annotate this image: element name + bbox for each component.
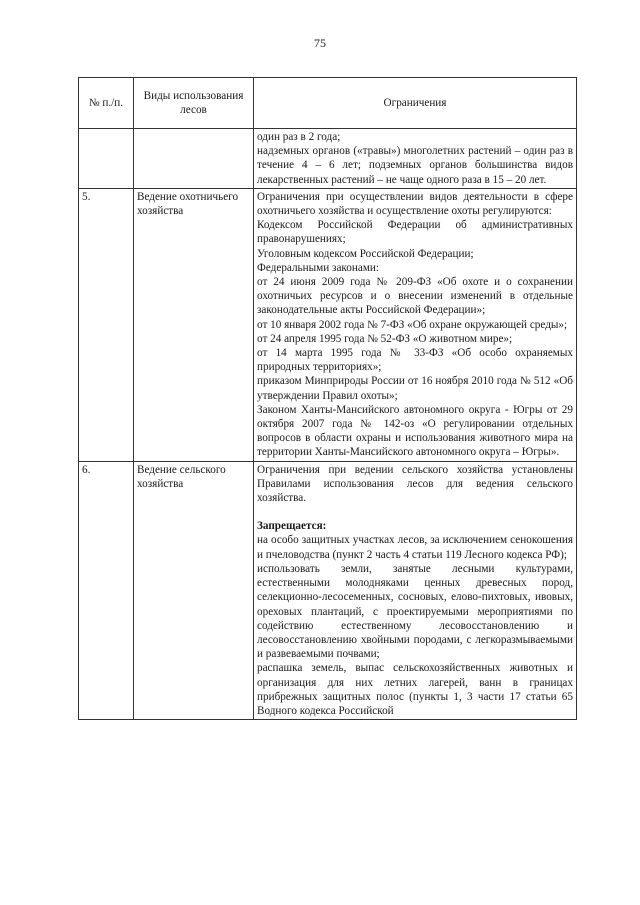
header-number: № п./п. — [79, 78, 134, 129]
restriction-text: от 14 марта 1995 года № 33-ФЗ «Об особо охраняемых природных территориях»; — [257, 347, 573, 374]
restriction-text: Законом Ханты-Мансийского автономного округа - Югры от 29 октября 2007 года № 142-оз «О регулировании отдельных вопросов в области охраны и использования животного мира на территории Ханты-Мансийского автономного округа – Югры». — [257, 403, 573, 459]
restriction-text: Ограничения при осуществлении видов деятельности в сфере охотничьего хозяйства и осуществление охоты регулируются: — [257, 190, 573, 218]
row-use-type — [134, 129, 254, 189]
row-number: 5. — [79, 188, 134, 461]
restriction-text: распашка земель, выпас сельскохозяйственных животных и организация для них летних лагерей, ванн в границах прибрежных защитных полос (пункты 1, 3 части 17 статьи 65 Водного кодекса Российской — [257, 662, 573, 717]
restriction-text: на особо защитных участках лесов, за исключением сенокошения и пчеловодства (пункт 2 часть 4 статьи 119 Лесного кодекса РФ); — [257, 534, 573, 561]
prohibited-heading: Запрещается: — [257, 520, 327, 533]
row-number: 6. — [79, 461, 134, 719]
row-use-type: Ведение сельского хозяйства — [134, 461, 254, 719]
restriction-text: от 24 июня 2009 года № 209-ФЗ «Об охоте и о сохранении охотничьих ресурсов и о внесении изменений в отдельные законодательные акты Российской Федерации»; — [257, 276, 573, 317]
table-row — [79, 129, 577, 189]
restriction-text: приказом Минприроды России от 16 ноября 2010 года № 512 «Об утверждении Правил охоты»; — [257, 375, 573, 402]
table-header-row — [79, 78, 577, 129]
table-row — [79, 188, 577, 461]
row-number — [79, 129, 134, 189]
restriction-text: от 24 апреля 1995 года № 52-ФЗ «О животном мире»; — [257, 332, 513, 345]
restriction-text: использовать земли, занятые лесными культурами, естественными молодняками ценных древесных пород, селекционно-лесосеменных, сосновых, елово-пихтовых, ивовых, ореховых плантаций, с проектируемыми мероприятиями по содействию естественному лесовосстановлению и лесовосстановлению хвойными породами, с легкоразмываемыми и развеваемыми почвами; — [257, 562, 573, 661]
header-use-type: Виды использования лесов — [134, 78, 254, 129]
restriction-intro: Ограничения при ведении сельского хозяйства установлены Правилами использования лесов для ведения сельского хозяйства. — [257, 463, 573, 505]
page-number: 75 — [314, 36, 326, 50]
header-restrictions: Ограничения — [254, 78, 577, 129]
row-restrictions — [254, 188, 577, 461]
row-restrictions — [254, 461, 577, 719]
restriction-text: Кодексом Российской Федерации об административных правонарушениях; — [257, 219, 573, 246]
restriction-text: от 10 января 2002 года № 7-ФЗ «Об охране окружающей среды»; — [257, 318, 568, 331]
restriction-text: надземных органов («травы») многолетних растений – один раз в течение 4 – 6 лет; подземных органов большинства видов лекарственных растений – не чаще одного раза в 15 – 20 лет. — [257, 145, 573, 186]
table-row — [79, 461, 577, 719]
row-use-type: Ведение охотничьего хозяйства — [134, 188, 254, 461]
restrictions-table — [78, 77, 577, 720]
restriction-text: Федеральными законами: — [257, 261, 379, 274]
restriction-text: Уголовным кодексом Российской Федерации; — [257, 247, 474, 260]
row-restrictions — [254, 129, 577, 189]
restriction-text: один раз в 2 года; — [257, 131, 341, 143]
